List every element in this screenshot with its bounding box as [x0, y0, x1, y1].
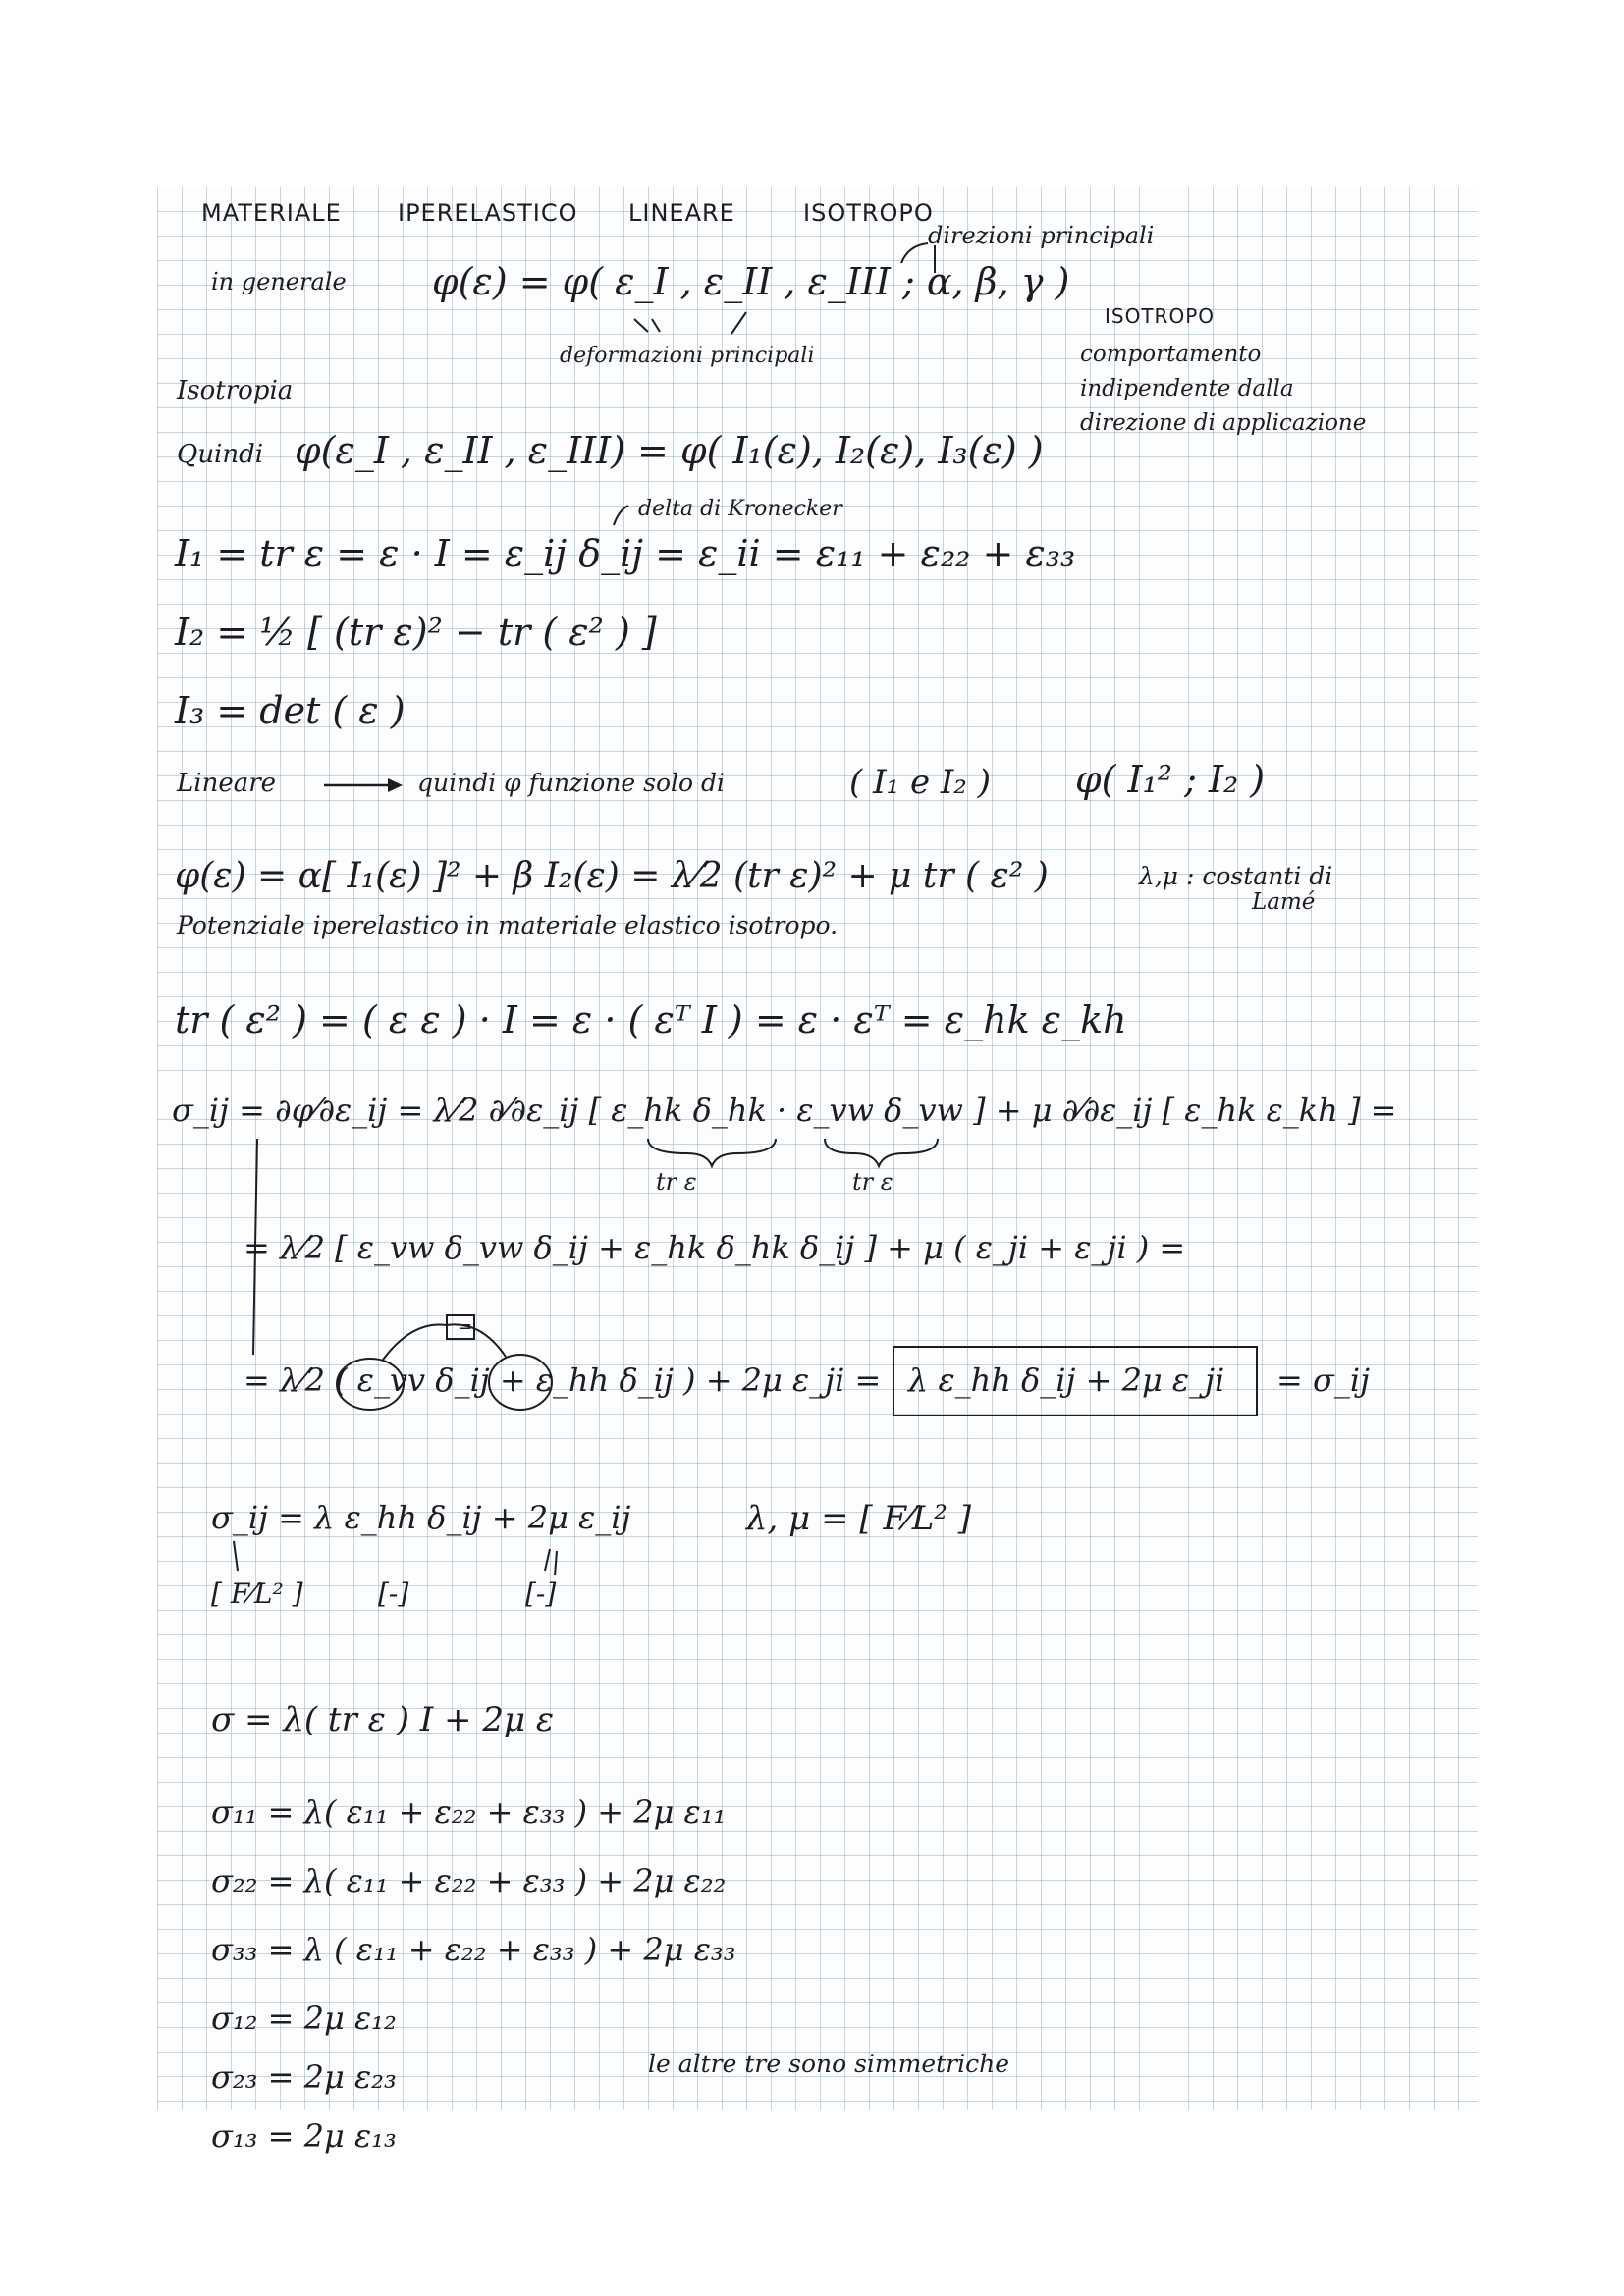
label-quindi: Quindi: [177, 440, 264, 469]
eq-sigma-ij-1: σ_ij = ∂φ⁄∂ε_ij = λ⁄2 ∂⁄∂ε_ij [ ε_hk δ_hk · ε_vw δ_vw ] + μ ∂⁄∂ε_ij [ ε_hk ε_kh ] =: [172, 1092, 1397, 1129]
eq-phi-invariants: φ(ε_I , ε_II , ε_III) = φ( I₁(ε), I₂(ε), I₃(ε) ): [295, 429, 1044, 472]
eq-s11: σ₁₁ = λ( ε₁₁ + ε₂₂ + ε₃₃ ) + 2μ ε₁₁: [211, 1793, 727, 1831]
note-isotropo-2: indipendente dalla: [1080, 376, 1294, 401]
title-word-materiale: MATERIALE: [201, 199, 342, 227]
eq-sigma-ij-2: = λ⁄2 [ ε_vw δ_vw δ_ij + ε_hk δ_hk δ_ij ] + μ ( ε_ji + ε_ji ) =: [244, 1229, 1186, 1266]
title-word-iperelastico: IPERELASTICO: [398, 199, 578, 227]
eq-s13: σ₁₃ = 2μ ε₁₃: [211, 2117, 397, 2155]
eq-sigma-ij-3-box: λ ε_hh δ_ij + 2μ ε_ji: [908, 1362, 1225, 1399]
note-isotropo-head: ISOTROPO: [1105, 304, 1215, 328]
note-delta-kronecker: delta di Kronecker: [638, 497, 842, 521]
label-isotropia: Isotropia: [177, 376, 294, 405]
eq-phi-def: φ(ε) = α[ I₁(ε) ]² + β I₂(ε) = λ⁄2 (tr ε)² + μ tr ( ε² ): [175, 856, 1049, 896]
eq-i3: I₃ = det ( ε ): [175, 689, 406, 732]
eq-phi-general: φ(ε) = φ( ε_I , ε_II , ε_III ; α, β, γ ): [432, 260, 1070, 303]
note-direzioni-principali: direzioni principali: [928, 222, 1155, 249]
label-tr-eps-2: tr ε: [852, 1168, 893, 1196]
eq-sigma-tensor: σ = λ( tr ε ) I + 2μ ε: [211, 1700, 555, 1739]
eq-i2: I₂ = ½ [ (tr ε)² − tr ( ε² ) ]: [175, 611, 657, 654]
unit-sigma: [ F⁄L² ]: [211, 1577, 303, 1610]
note-costanti-2: Lamé: [1252, 889, 1316, 915]
title-word-lineare: LINEARE: [628, 199, 735, 227]
eq-phi-i1i2: ( I₁ e I₂ ): [849, 763, 992, 802]
eq-s22: σ₂₂ = λ( ε₁₁ + ε₂₂ + ε₃₃ ) + 2μ ε₂₂: [211, 1862, 727, 1899]
eq-sigma-ij-3-left: = λ⁄2 ( ε_vv δ_ij + ε_hh δ_ij ) + 2μ ε_ji =: [244, 1362, 882, 1399]
note-costanti-1: λ,μ : costanti di: [1139, 862, 1333, 890]
unit-eps-ij: [-]: [525, 1577, 557, 1610]
eq-tr-eps2: tr ( ε² ) = ( ε ε ) · I = ε · ( εᵀ I ) = ε · εᵀ = ε_hk ε_kh: [175, 998, 1127, 1041]
note-deformazioni-principali: deformazioni principali: [560, 344, 815, 368]
eq-s33: σ₃₃ = λ ( ε₁₁ + ε₂₂ + ε₃₃ ) + 2μ ε₃₃: [211, 1931, 736, 1968]
label-quindi-phi: quindi φ funzione solo di: [417, 769, 725, 797]
label-lineare: Lineare: [177, 769, 277, 798]
note-altre-simmetriche: le altre tre sono simmetriche: [648, 2050, 1010, 2078]
eq-s12: σ₁₂ = 2μ ε₁₂: [211, 2000, 397, 2037]
eq-sigma-def: σ_ij = λ ε_hh δ_ij + 2μ ε_ij: [211, 1499, 631, 1536]
eq-s23: σ₂₃ = 2μ ε₂₃: [211, 2058, 397, 2096]
eq-i1: I₁ = tr ε = ε · I = ε_ij δ_ij = ε_ii = ε₁₁ + ε₂₂ + ε₃₃: [175, 532, 1076, 575]
note-isotropo-3: direzione di applicazione: [1080, 410, 1367, 436]
label-tr-eps-1: tr ε: [656, 1168, 697, 1196]
equal-box-label: =: [458, 1316, 474, 1337]
unit-eps-hh: [-]: [378, 1577, 409, 1610]
note-isotropo-1: comportamento: [1080, 342, 1262, 367]
title-word-isotropo: ISOTROPO: [803, 199, 934, 227]
eq-lame-units: λ, μ = [ F⁄L² ]: [746, 1499, 971, 1538]
label-in-generale: in generale: [211, 268, 347, 295]
eq-phi-i1sq: φ( I₁² ; I₂ ): [1075, 758, 1266, 801]
eq-sigma-ij-3-right: = σ_ij: [1276, 1362, 1370, 1399]
note-potenziale: Potenziale iperelastico in materiale elastico isotropo.: [177, 911, 839, 939]
